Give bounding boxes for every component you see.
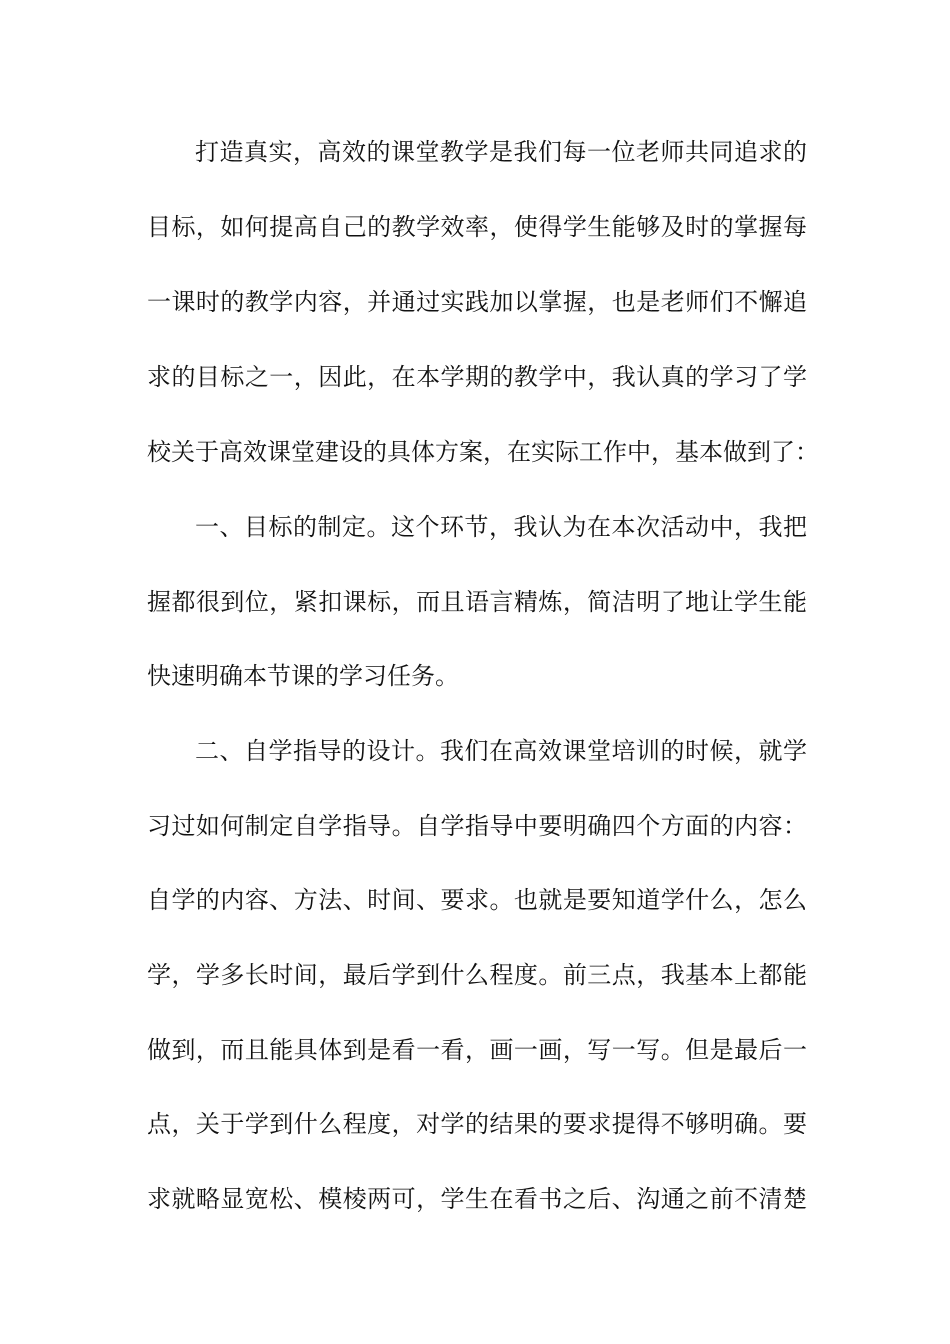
paragraph-3-line-4: 学，学多长时间，最后学到什么程度。前三点，我基本上都能 (147, 961, 807, 989)
paragraph-3-line-3: 自学的内容、方法、时间、要求。也就是要知道学什么，怎么 (147, 886, 807, 914)
paragraph-1-line-3: 一课时的教学内容，并通过实践加以掌握，也是老师们不懈追 (147, 288, 807, 316)
paragraph-1-line-2: 目标，如何提高自己的教学效率，使得学生能够及时的掌握每 (147, 213, 807, 241)
paragraph-1-line-5: 校关于高效课堂建设的具体方案，在实际工作中，基本做到了： (147, 438, 819, 466)
paragraph-2-line-2: 握都很到位，紧扣课标，而且语言精炼，简洁明了地让学生能 (147, 588, 807, 616)
paragraph-3-line-5: 做到，而且能具体到是看一看，画一画，写一写。但是最后一 (147, 1036, 807, 1064)
paragraph-1-line-1: 打造真实，高效的课堂教学是我们每一位老师共同追求的 (195, 138, 807, 166)
paragraph-3-line-2: 习过如何制定自学指导。自学指导中要明确四个方面的内容： (147, 812, 807, 840)
paragraph-3-line-6: 点，关于学到什么程度，对学的结果的要求提得不够明确。要 (147, 1110, 807, 1138)
paragraph-3-line-7: 求就略显宽松、模棱两可，学生在看书之后、沟通之前不清楚 (147, 1185, 807, 1213)
paragraph-2-line-1: 一、目标的制定。这个环节，我认为在本次活动中，我把 (195, 513, 807, 541)
paragraph-1-line-4: 求的目标之一，因此，在本学期的教学中，我认真的学习了学 (147, 363, 807, 391)
paragraph-2-line-3: 快速明确本节课的学习任务。 (147, 662, 459, 690)
paragraph-3-line-1: 二、自学指导的设计。我们在高效课堂培训的时候，就学 (195, 737, 807, 765)
